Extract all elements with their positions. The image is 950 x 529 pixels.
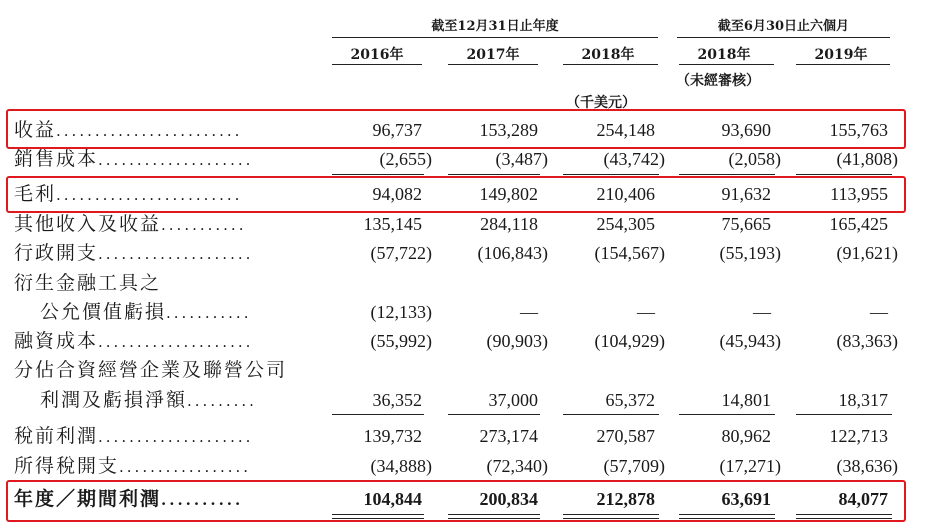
cell-value: 75,665 — [721, 214, 771, 234]
row-label: 公允價值虧損........... — [40, 301, 252, 323]
table-row — [0, 452, 950, 480]
subtotal-line — [448, 414, 540, 415]
highlight-box-gross-profit — [6, 176, 906, 213]
cell-value: (2,655) — [379, 149, 432, 169]
unit-label: （千美元） — [566, 95, 636, 111]
cell-value: (106,843) — [477, 243, 548, 263]
header-half-year: 截至6月30日止六個月 — [717, 19, 850, 34]
year-2016-underline — [332, 64, 422, 65]
cell-value: 113,955 — [830, 184, 888, 204]
cell-value: (2,058) — [728, 149, 781, 169]
cell-value: 84,077 — [838, 489, 888, 509]
subtotal-line — [796, 174, 892, 175]
year-2018-half-underline — [679, 64, 774, 65]
year-2018: 2018年 — [581, 47, 635, 63]
year-2018-half: 2018年 — [697, 47, 751, 63]
subtotal-line — [679, 174, 775, 175]
table-row — [0, 210, 950, 238]
cell-value: (83,363) — [836, 331, 898, 351]
cell-value: 91,632 — [721, 184, 771, 204]
cell-value: — — [520, 302, 538, 322]
cell-value: (57,709) — [603, 456, 665, 476]
cell-value: 94,082 — [372, 184, 422, 204]
subtotal-line — [332, 414, 424, 415]
cell-value: 93,690 — [721, 120, 771, 140]
row-label: 銷售成本.................... — [14, 148, 254, 170]
cell-value: 37,000 — [488, 390, 538, 410]
unaudited-note: （未經審核） — [676, 73, 760, 89]
header-full-year-underline — [332, 37, 658, 38]
cell-value: (43,742) — [603, 149, 665, 169]
cell-value: (12,133) — [370, 302, 432, 322]
cell-value: 14,801 — [721, 390, 771, 410]
cell-value: (3,487) — [495, 149, 548, 169]
row-label: 收益........................ — [14, 119, 243, 141]
cell-value: (34,888) — [370, 456, 432, 476]
cell-value: 155,763 — [829, 120, 888, 140]
cell-value: 122,713 — [829, 426, 888, 446]
year-2017-underline — [448, 64, 538, 65]
cell-value: (154,567) — [594, 243, 665, 263]
table-row — [0, 386, 950, 414]
row-label: 其他收入及收益........... — [14, 213, 247, 235]
cell-value: 80,962 — [721, 426, 771, 446]
cell-value: 139,732 — [363, 426, 422, 446]
row-label: 融資成本.................... — [14, 330, 254, 352]
subtotal-line — [448, 174, 540, 175]
cell-value: 63,691 — [721, 489, 771, 509]
cell-value: 165,425 — [829, 214, 888, 234]
cell-value: (41,808) — [836, 149, 898, 169]
year-2016: 2016年 — [350, 47, 404, 63]
year-2019-half: 2019年 — [814, 47, 868, 63]
cell-value: 270,587 — [596, 426, 655, 446]
row-label: 年度／期間利潤.......... — [14, 488, 244, 510]
cell-value: (104,929) — [594, 331, 665, 351]
row-label: 行政開支.................... — [14, 242, 254, 264]
table-row — [0, 327, 950, 355]
cell-value: 18,317 — [838, 390, 888, 410]
row-label: 毛利........................ — [14, 183, 243, 205]
table-row — [0, 239, 950, 267]
cell-value: — — [637, 302, 655, 322]
table-row — [0, 356, 950, 384]
cell-value: (55,193) — [719, 243, 781, 263]
cell-value: 96,737 — [372, 120, 422, 140]
subtotal-line — [332, 174, 424, 175]
row-label: 稅前利潤.................... — [14, 425, 254, 447]
cell-value: — — [753, 302, 771, 322]
cell-value: 200,834 — [479, 489, 538, 509]
cell-value: 284,118 — [480, 214, 538, 234]
row-label: 衍生金融工具之 — [14, 272, 162, 294]
cell-value: (45,943) — [719, 331, 781, 351]
cell-value: 210,406 — [596, 184, 655, 204]
subtotal-line — [796, 414, 892, 415]
cell-value: — — [870, 302, 888, 322]
row-label: 利潤及虧損淨額......... — [40, 389, 257, 411]
highlight-box-net-profit — [6, 480, 906, 522]
cell-value: (57,722) — [370, 243, 432, 263]
header-half-year-underline — [677, 37, 890, 38]
cell-value: 149,802 — [479, 184, 538, 204]
header-full-year: 截至12月31日止年度 — [431, 19, 559, 34]
table-row — [0, 422, 950, 450]
cell-value: (90,903) — [486, 331, 548, 351]
cell-value: (55,992) — [370, 331, 432, 351]
cell-value: 212,878 — [596, 489, 655, 509]
cell-value: (38,636) — [836, 456, 898, 476]
cell-value: 65,372 — [605, 390, 655, 410]
cell-value: (72,340) — [486, 456, 548, 476]
table-row — [0, 269, 950, 297]
cell-value: 153,289 — [479, 120, 538, 140]
cell-value: 254,148 — [596, 120, 655, 140]
row-label: 所得稅開支................. — [14, 455, 252, 477]
year-2017: 2017年 — [466, 47, 520, 63]
cell-value: 135,145 — [363, 214, 422, 234]
cell-value: 36,352 — [372, 390, 422, 410]
row-label: 分佔合資經營企業及聯營公司 — [14, 359, 288, 381]
year-2019-half-underline — [796, 64, 890, 65]
table-row — [0, 298, 950, 326]
cell-value: (17,271) — [719, 456, 781, 476]
cell-value: 254,305 — [596, 214, 655, 234]
subtotal-line — [679, 414, 775, 415]
subtotal-line — [563, 174, 659, 175]
cell-value: 273,174 — [479, 426, 538, 446]
cell-value: (91,621) — [836, 243, 898, 263]
subtotal-line — [563, 414, 659, 415]
highlight-box-revenue — [6, 109, 906, 149]
cell-value: 104,844 — [363, 489, 422, 509]
table-row — [0, 145, 950, 173]
year-2018-underline — [563, 64, 658, 65]
